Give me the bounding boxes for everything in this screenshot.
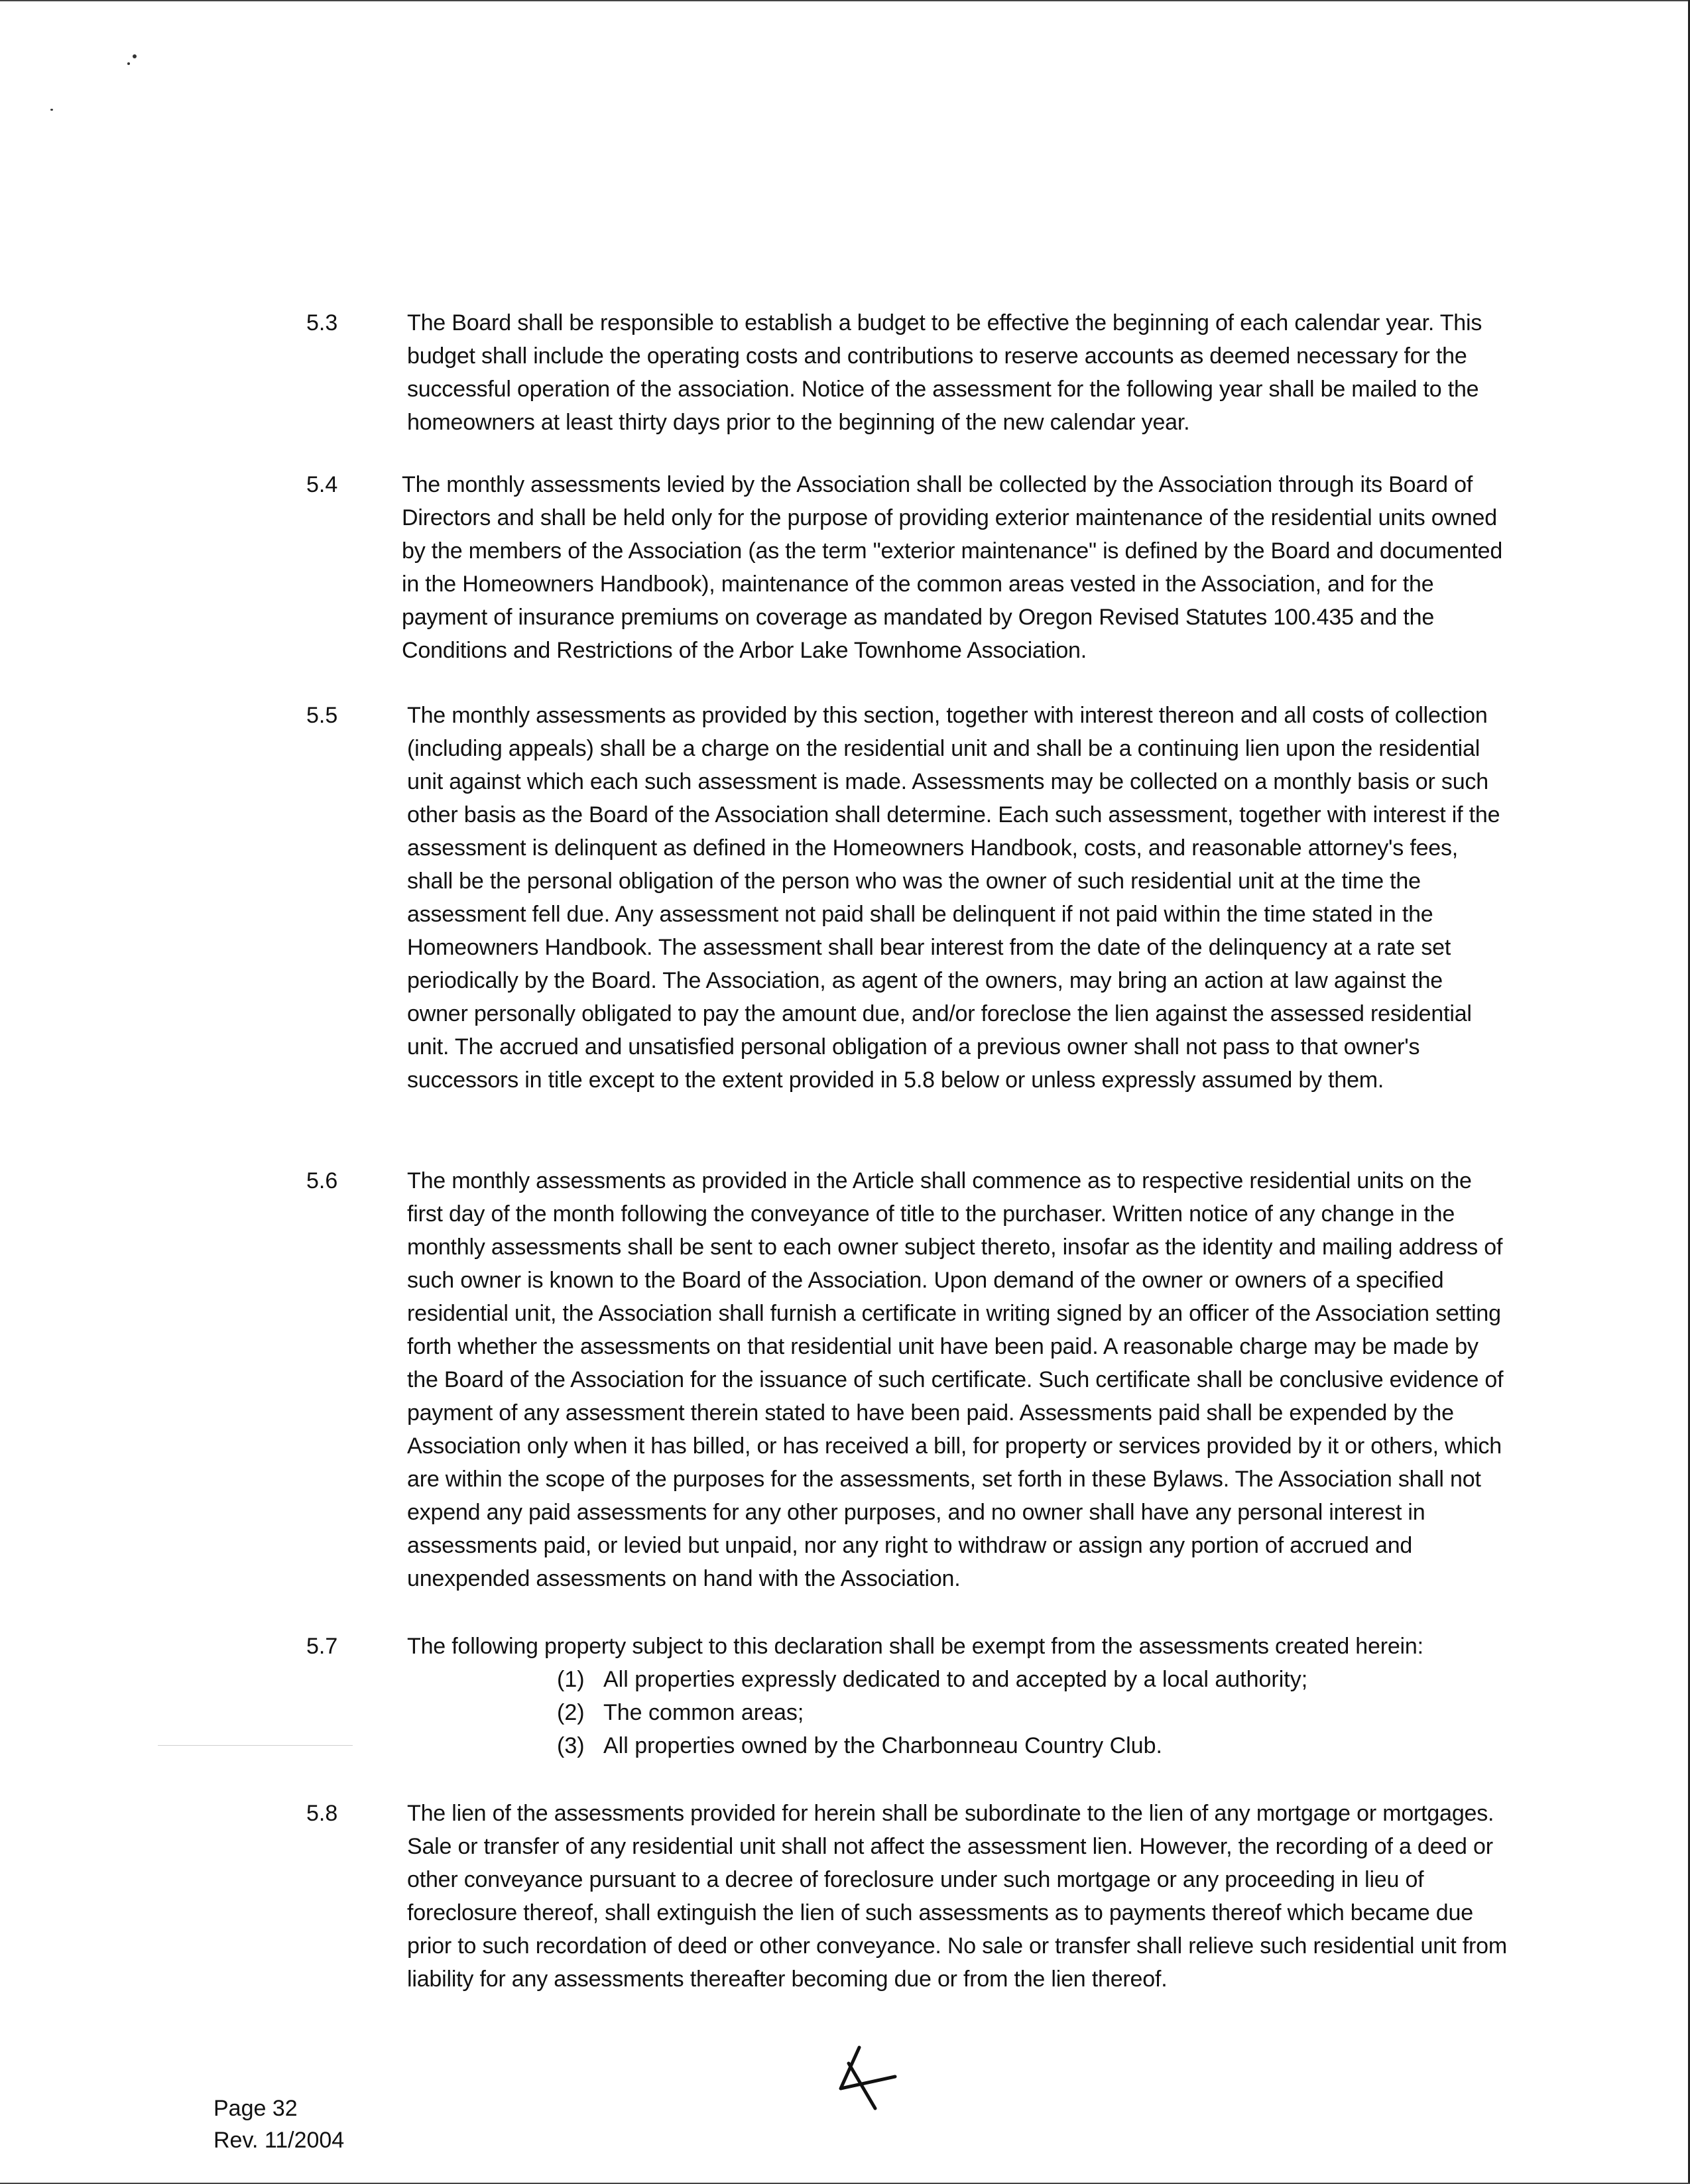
section-text: The monthly assessments as provided in the Article shall commence as to respective residential units on the first day of the month following the conveyance of title to the purchaser. Written notice of any change in the monthly assessments shall be sent to each owner subject thereto, insofar as the identity and mailing address of such owner is known to the Board of the Association. Upon demand of the owner or owners of a specified residential unit, the Association shall furnish a certificate in writing signed by an officer of the Association setting forth whether the assessments on that residential unit have been paid. A reasonable charge may be made by the Board of the Association for the issuance of such certificate. Such certificate shall be conclusive evidence of payment of any assessment therein stated to have been paid. Assessments paid shall be expended by the Association only when it has billed, or has received a bill, for property or services provided by it or others, which are within the scope of the purposes for the assessments, set forth in these Bylaws. The Association shall not expend any paid assessments for any other purposes, and no owner shall have any personal interest in assessments paid, or levied but unpaid, nor any right to withdraw or assign any portion of accrued and unexpended assessments on hand with the Association. [407,1168,1504,1591]
list-item-text: All properties owned by the Charbonneau Country Club. [603,1733,1162,1758]
list-item-text: All properties expressly dedicated to and accepted by a local authority; [603,1667,1308,1692]
section-number: 5.4 [306,472,338,497]
list-item [557,1696,1419,1729]
section-number: 5.5 [306,703,338,728]
list-marker: (3) [557,1733,585,1758]
section-text: The lien of the assessments provided for herein shall be subordinate to the lien of any mortgage or mortgages. Sale or transfer of any residential unit shall not affect the assessment lien. However, the recording of a deed or other conveyance pursuant to a decree of foreclosure under such mortgage or any proceeding in lieu of foreclosure thereof, shall extinguish the lien of such assessments as to payments thereof which became due prior to such recordation of deed or other conveyance. No sale or transfer shall relieve such residential unit from liability for any assessments thereafter becoming due or from the lien thereof. [407,1801,1507,1992]
list-marker: (1) [557,1667,585,1692]
scan-speck [50,109,53,111]
exemption-list [557,1663,1419,1762]
section-number: 5.6 [306,1168,338,1193]
section-text: The monthly assessments levied by the Association shall be collected by the Association through its Board of Directors and shall be held only for the purpose of providing exterior maintenance of the residential units owned by the members of the Association (as the term "exterior maintenance" is defined by the Board and documented in the Homeowners Handbook), maintenance of the common areas vested in the Association, and for the payment of insurance premiums on coverage as mandated by Oregon Revised Statutes 100.435 and the Conditions and Restrictions of the Arbor Lake Townhome Association. [402,472,1503,663]
section-number: 5.3 [306,310,338,335]
scan-speck [133,54,137,58]
scan-speck [127,62,130,65]
scan-edge-top [0,0,1690,1]
section-text: The monthly assessments as provided by this section, together with interest thereon and all costs of collection (including appeals) shall be a charge on the residential unit and shall be a continuing lien upon the residential unit against which each such assessment is made. Assessments may be collected on a monthly basis or such other basis as the Board of the Association shall determine. Each such assessment, together with interest if the assessment is delinquent as defined in the Homeowners Handbook, costs, and reasonable attorney's fees, shall be the personal obligation of the person who was the owner of such residential unit at the time the assessment fell due. Any assessment not paid shall be delinquent if not paid within the time stated in the Homeowners Handbook. The assessment shall bear interest from the date of the delinquency at a rate set periodically by the Board. The Association, as agent of the owners, may bring an action at law against the owner personally obligated to pay the amount due, and/or foreclose the lien against the assessed residential unit. The accrued and unsatisfied personal obligation of a previous owner shall not pass to that owner's successors in title except to the extent provided in 5.8 below or unless expressly assumed by them. [407,703,1500,1093]
scan-artifact-line [158,1745,353,1746]
page-footer [213,2093,344,2156]
list-marker: (2) [557,1700,585,1725]
section-number: 5.8 [306,1801,338,1826]
section-number: 5.7 [306,1634,338,1659]
section-text: The Board shall be responsible to establish a budget to be effective the beginning of each calendar year. This budget shall include the operating costs and contributions to reserve accounts as deemed necessary for the successful operation of the association. Notice of the assessment for the following year shall be mailed to the homeowners at least thirty days prior to the beginning of the new calendar year. [407,310,1482,435]
page-number: Page 32 [213,2096,298,2121]
section-text: The following property subject to this declaration shall be exempt from the assessments created herein: [407,1634,1423,1659]
list-item-text: The common areas; [603,1700,804,1725]
list-item [557,1663,1419,1696]
handwritten-page-mark [829,2042,908,2115]
list-item [557,1729,1419,1762]
revision-date: Rev. 11/2004 [213,2128,345,2153]
